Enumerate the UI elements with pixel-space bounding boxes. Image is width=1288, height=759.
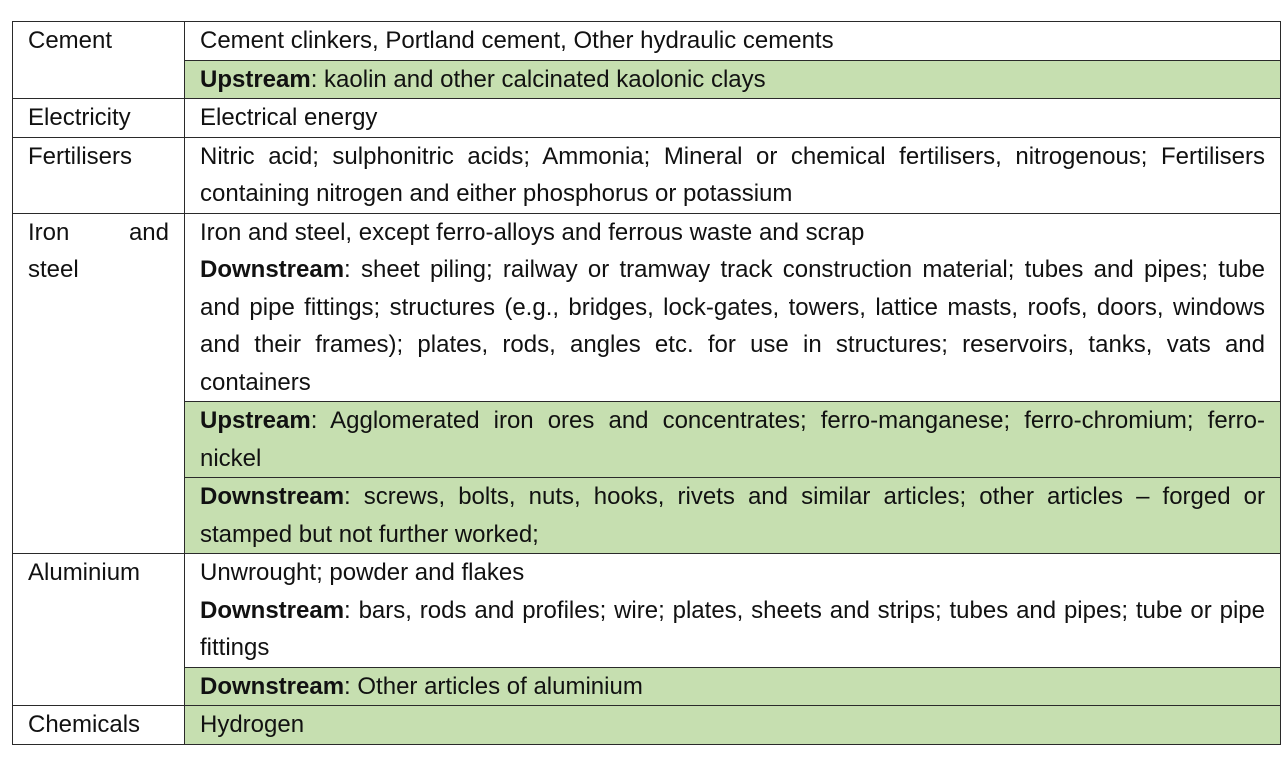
goods-text: : screws, bolts, nuts, hooks, rivets and similar articles; other articles – forged or stamped but not further worked; <box>200 483 1265 548</box>
flow-label: Downstream <box>200 596 345 624</box>
goods-text: Electrical energy <box>200 104 378 131</box>
goods-cell <box>185 213 1281 402</box>
goods-text: : Agglomerated iron ores and concentrates; ferro-manganese; ferro-chromium; ferro-nickel <box>200 407 1265 472</box>
goods-text: Nitric acid; sulphonitric acids; Ammonia; Mineral or chemical fertilisers, nitrogenous; Fertilisers containing nitrogen and either phosphorus or potassium <box>200 142 1265 207</box>
sector-cell <box>13 99 185 138</box>
table-row <box>13 137 1281 213</box>
sector-label: Chemicals <box>28 711 141 738</box>
sector-label: Iron and steel <box>28 218 169 283</box>
sector-cell <box>13 213 185 554</box>
goods-cell <box>185 99 1281 138</box>
goods-cell-shaded <box>185 706 1281 745</box>
sector-cell <box>13 706 185 745</box>
goods-text: Iron and steel, except ferro-alloys and ferrous waste and scrap <box>200 218 865 246</box>
flow-label: Downstream <box>200 672 345 700</box>
table-row <box>13 667 1281 706</box>
sector-label: Electricity <box>28 104 131 131</box>
table-row <box>13 99 1281 138</box>
goods-paragraph <box>200 251 1265 401</box>
goods-table <box>12 21 1281 745</box>
table-row <box>13 478 1281 554</box>
sector-label: Aluminium <box>28 559 141 586</box>
goods-cell-shaded <box>185 667 1281 706</box>
flow-label: Downstream <box>200 256 345 283</box>
flow-label: Upstream <box>200 65 311 93</box>
table-row <box>13 554 1281 668</box>
goods-text: Hydrogen <box>200 711 305 738</box>
table-row <box>13 60 1281 99</box>
goods-text: : bars, rods and profiles; wire; plates, sheets and strips; tubes and pipes; tube or pipe fittings <box>200 596 1265 661</box>
table-row <box>13 213 1281 402</box>
table-row <box>13 706 1281 745</box>
goods-cell <box>185 554 1281 668</box>
goods-paragraph <box>200 478 1265 553</box>
goods-cell-shaded <box>185 402 1281 478</box>
goods-paragraph <box>200 592 1265 667</box>
goods-text: : Other articles of aluminium <box>344 672 643 700</box>
table-row <box>13 402 1281 478</box>
sector-label: Fertilisers <box>28 142 133 170</box>
goods-cell-shaded <box>185 478 1281 554</box>
sector-cell <box>13 554 185 706</box>
table-row <box>13 22 1281 61</box>
sector-cell <box>13 22 185 99</box>
sector-cell <box>13 137 185 213</box>
sector-label: Cement <box>28 27 113 54</box>
goods-paragraph <box>200 402 1265 477</box>
goods-text: Unwrought; powder and flakes <box>200 559 525 586</box>
goods-text: : kaolin and other calcinated kaolonic clays <box>310 65 766 93</box>
goods-text: : sheet piling; railway or tramway track construction material; tubes and pipes; tube and pipe fittings; structures (e.g., bridges, lock-gates, towers, lattice masts, roofs, doors, windows and their frames); plates, rods, angles etc. for use in structures; reservoirs, tanks, vats and containers <box>200 256 1265 396</box>
flow-label: Downstream <box>200 483 345 510</box>
goods-cell-shaded <box>185 60 1281 99</box>
goods-cell <box>185 22 1281 61</box>
goods-text: Cement clinkers, Portland cement, Other hydraulic cements <box>200 27 834 54</box>
goods-cell <box>185 137 1281 213</box>
flow-label: Upstream <box>200 407 311 434</box>
